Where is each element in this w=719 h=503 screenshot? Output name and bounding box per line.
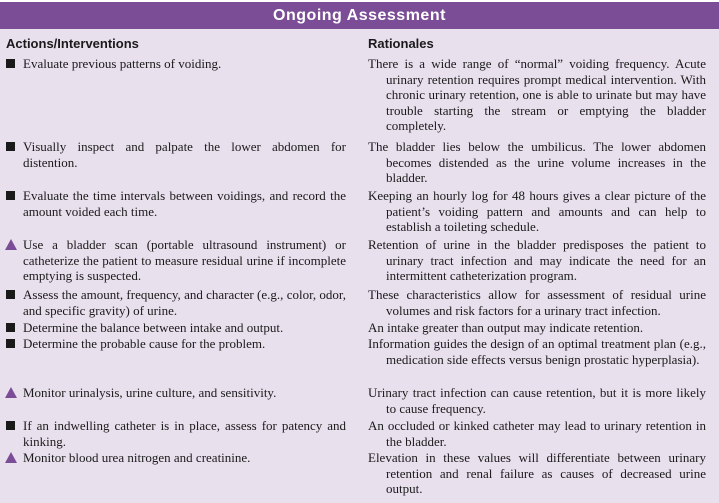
action-text: Determine the balance between intake and output.: [23, 320, 284, 335]
triangle-bullet-icon: [5, 239, 17, 250]
square-bullet-icon: [6, 421, 15, 430]
square-bullet-icon: [6, 339, 15, 348]
rationale-text: An intake greater than output may indicate retention.: [368, 320, 644, 335]
action-cell: [6, 418, 346, 449]
rationale-cell: [368, 450, 706, 497]
action-cell: [6, 188, 346, 219]
action-cell: [6, 287, 346, 318]
rationale-text: There is a wide range of “normal” voiding frequency. Acute urinary retention requires prompt medical intervention. With chronic urinary retention, one is able to urinate but may have trouble starting the stream or emptying the bladder completely.: [368, 56, 706, 133]
square-bullet-icon: [6, 191, 15, 200]
section-title-banner: [0, 0, 719, 29]
rationale-text: Elevation in these values will differentiate between urinary retention and renal failure as causes of decreased urine output.: [368, 450, 706, 496]
action-cell: [6, 450, 346, 466]
rationale-cell: [368, 139, 706, 186]
action-cell: [6, 336, 346, 352]
rationale-cell: [368, 188, 706, 235]
rationale-text: An occluded or kinked catheter may lead to urinary retention in the bladder.: [368, 418, 706, 449]
rationale-cell: [368, 56, 706, 134]
triangle-bullet-icon: [5, 452, 17, 463]
rationale-text: Urinary tract infection can cause retention, but it is more likely to cause frequency.: [368, 385, 706, 416]
square-bullet-icon: [6, 59, 15, 68]
rationale-text: Keeping an hourly log for 48 hours gives a clear picture of the patient’s voiding pattern and amounts and can help to establish a toileting schedule.: [368, 188, 706, 234]
rationale-cell: [368, 336, 706, 367]
action-text: Evaluate previous patterns of voiding.: [23, 56, 222, 71]
action-text: If an indwelling catheter is in place, assess for patency and kinking.: [23, 418, 346, 449]
action-cell: [6, 237, 346, 284]
square-bullet-icon: [6, 323, 15, 332]
rationale-text: Information guides the design of an optimal treatment plan (e.g., medication side effects versus benign prostatic hyperplasia).: [368, 336, 706, 367]
rationale-cell: [368, 385, 706, 416]
action-cell: [6, 320, 346, 336]
rationale-text: The bladder lies below the umbilicus. The lower abdomen becomes distended as the urine volume increases in the bladder.: [368, 139, 706, 185]
section-title: Ongoing Assessment: [273, 7, 446, 24]
actions-column-header: Actions/Interventions: [6, 36, 139, 51]
action-cell: [6, 56, 346, 72]
action-text: Assess the amount, frequency, and character (e.g., color, odor, and specific gravity) of urine.: [23, 287, 346, 318]
rationale-text: These characteristics allow for assessment of residual urine volumes and risk factors for a urinary tract infection.: [368, 287, 706, 318]
rationale-cell: [368, 418, 706, 449]
rationale-cell: [368, 320, 706, 336]
action-text: Monitor blood urea nitrogen and creatinine.: [23, 450, 251, 465]
action-text: Determine the probable cause for the problem.: [23, 336, 266, 351]
rationale-cell: [368, 237, 706, 284]
action-text: Use a bladder scan (portable ultrasound instrument) or catheterize the patient to measure residual urine if incomplete emptying is suspected.: [23, 237, 346, 283]
square-bullet-icon: [6, 142, 15, 151]
rationales-column-header: Rationales: [368, 36, 434, 51]
action-text: Evaluate the time intervals between voidings, and record the amount voided each time.: [23, 188, 346, 219]
action-text: Visually inspect and palpate the lower abdomen for distention.: [23, 139, 346, 170]
rationale-cell: [368, 287, 706, 318]
action-cell: [6, 385, 346, 401]
action-text: Monitor urinalysis, urine culture, and sensitivity.: [23, 385, 277, 400]
square-bullet-icon: [6, 290, 15, 299]
action-cell: [6, 139, 346, 170]
rationale-text: Retention of urine in the bladder predisposes the patient to urinary tract infection and may indicate the need for an intermittent catheterization program.: [368, 237, 706, 283]
triangle-bullet-icon: [5, 387, 17, 398]
